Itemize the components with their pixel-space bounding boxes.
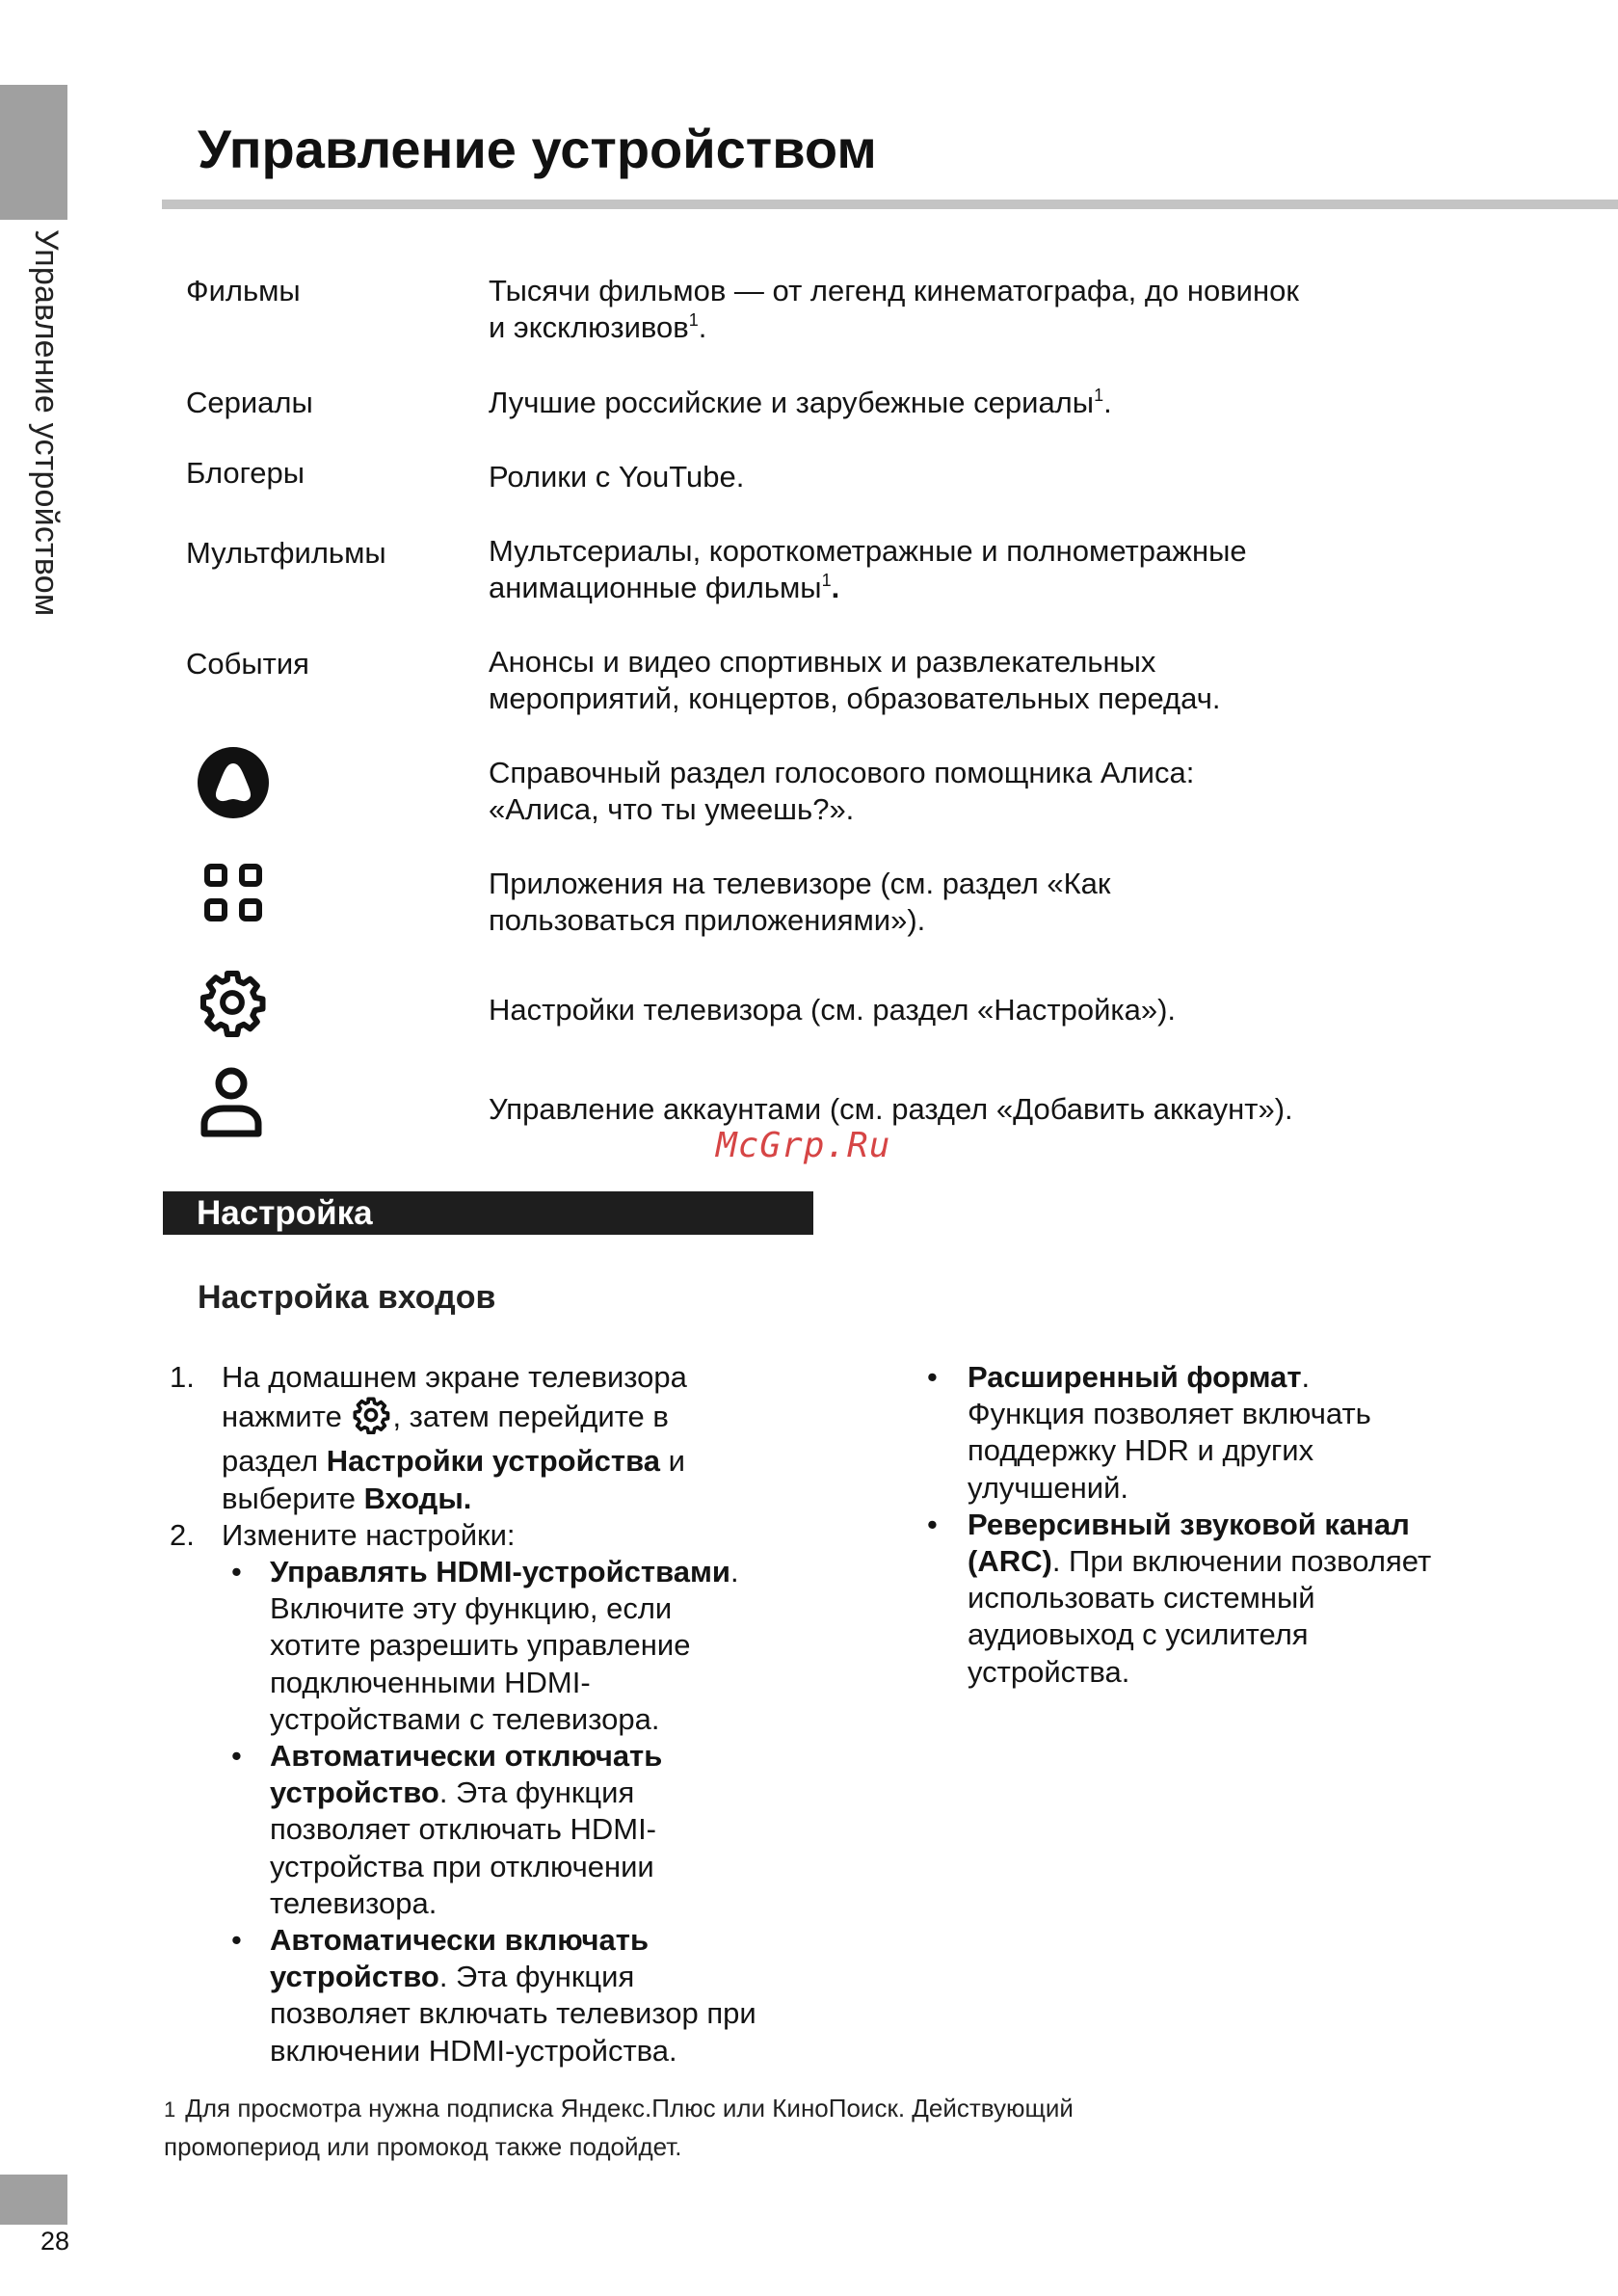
bullet-icon: • (927, 1507, 938, 1541)
page-title: Управление устройством (198, 119, 877, 179)
user-icon (199, 1066, 263, 1144)
watermark: McGrp.Ru (716, 1126, 891, 1165)
footnote: 1 Для просмотра нужна подписка Яндекс.Плюс или КиноПоиск. Действующий промопериод или промокод также подойдет. (164, 2094, 1074, 2161)
footnote-ref: 1 (688, 310, 699, 330)
list-item: • Автоматически отключать устройство. Эта функция позволяет отключать HDMI- устройства при отключении телевизора. (231, 1739, 663, 1920)
step-2: 2. Измените настройки: (170, 1517, 516, 1552)
menu-desc-settings: Настройки телевизора (см. раздел «Настройка»). (489, 993, 1177, 1027)
menu-desc-alice: Справочный раздел голосового помощника Алиса: «Алиса, что ты умеешь?». (489, 756, 1195, 826)
menu-desc-bloggers: Ролики с YouTube. (489, 460, 745, 494)
menu-label-events: События (186, 647, 309, 681)
menu-desc-accounts: Управление аккаунтами (см. раздел «Добавить аккаунт»). (489, 1092, 1293, 1126)
page-number: 28 (40, 2227, 70, 2256)
list-item: • Расширенный формат. Функция позволяет включать поддержку HDR и других улучшений. (927, 1360, 1371, 1505)
list-item: • Управлять HDMI-устройствами. Включите эту функцию, если хотите разрешить управление подключенными HDMI- устройствами с телевизора. (231, 1555, 739, 1736)
menu-label-films: Фильмы (186, 274, 301, 307)
step-2-options (222, 1554, 838, 2069)
menu-label-bloggers: Блогеры (186, 456, 305, 490)
bullet-icon: • (231, 1555, 242, 1589)
gear-icon (198, 968, 267, 1042)
list-item: • Автоматически включать устройство. Эта функция позволяет включать телевизор при включении HDMI-устройства. (231, 1923, 756, 2068)
apps-grid-icon (203, 863, 263, 927)
gear-icon (352, 1396, 390, 1443)
page-number-tab (0, 2175, 67, 2225)
menu-desc-apps: Приложения на телевизоре (см. раздел «Как пользоваться приложениями»). (489, 867, 1111, 937)
instructions-left-column (170, 1359, 838, 2069)
title-divider (162, 200, 1618, 209)
menu-desc-films: Тысячи фильмов — от легенд кинематографа, до новинок и эксклюзивов$^1$. (489, 274, 1299, 344)
footnote-ref: 1 (1094, 386, 1104, 405)
menu-desc-series: Лучшие российские и зарубежные сериалы$^1$. (489, 386, 1112, 419)
menu-label-cartoons: Мультфильмы (186, 536, 386, 570)
menu-desc-events: Анонсы и видео спортивных и развлекательных мероприятий, концертов, образовательных передач. (489, 645, 1221, 715)
bullet-icon: • (927, 1360, 938, 1394)
chapter-tab-marker (0, 85, 67, 220)
instructions-right-column (927, 1359, 1565, 1691)
step-1: 1. На домашнем экране телевизора нажмите , затем перейдите в раздел Настройки устройства и выберите Входы. (170, 1360, 687, 1515)
subsection-title: Настройка входов (198, 1279, 496, 1316)
section-title: Настройка (197, 1194, 373, 1232)
bullet-icon: • (231, 1739, 242, 1774)
alice-icon (196, 745, 271, 825)
list-item: • Реверсивный звуковой канал (ARC). При включении позволяет использовать системный аудиовыход с усилителя устройства. (927, 1507, 1432, 1689)
menu-desc-cartoons: Мультсериалы, короткометражные и полнометражные анимационные фильмы$^1$. (489, 534, 1247, 604)
bullet-icon: • (231, 1923, 242, 1958)
chapter-side-label: Управление устройством (28, 229, 65, 617)
footnote-ref: 1 (821, 571, 832, 590)
menu-label-series: Сериалы (186, 386, 313, 419)
